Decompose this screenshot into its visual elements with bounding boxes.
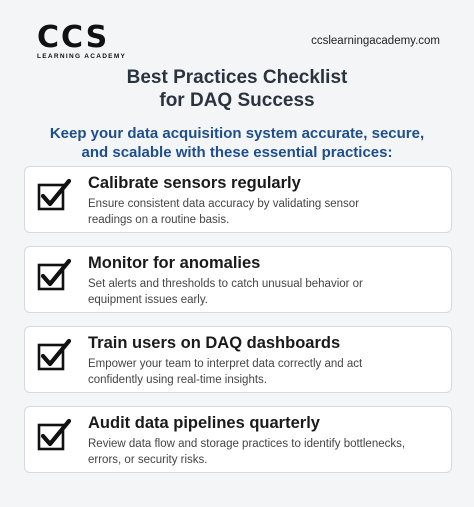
title-line-2: for DAQ Success [159,90,315,111]
checklist-item-description [88,196,448,228]
checklist-item-audit [24,406,452,473]
header [0,0,474,62]
checklist-item-train [24,326,452,393]
checklist-item-calibrate [24,166,452,233]
description-line-2: readings on a routine basis. [88,214,230,226]
description-line-1: Review data flow and storage practices to identify bottlenecks, [88,438,406,450]
description-line-1: Set alerts and thresholds to catch unusual behavior or [88,278,363,290]
checkbox-checked-icon [37,179,71,213]
checkbox-checked-icon [37,259,71,293]
description-line-2: errors, or security risks. [88,454,208,466]
website-url: ccslearningacademy.com [311,35,440,47]
description-line-1: Ensure consistent data accuracy by validating sensor [88,198,360,210]
checklist-item-description [88,276,448,308]
logo-subtext: LEARNING ACADEMY [37,53,127,60]
description-line-2: confidently using real-time insights. [88,374,267,386]
ccs-logo [37,20,127,60]
checklist-item-monitor [24,246,452,313]
checklist-item-title: Audit data pipelines quarterly [88,414,320,432]
description-line-2: equipment issues early. [88,294,208,306]
checkbox-checked-icon [37,339,71,373]
checklist-item-title: Train users on DAQ dashboards [88,334,341,352]
description-line-1: Empower your team to interpret data correctly and act [88,358,363,370]
checklist-item-title: Monitor for anomalies [88,254,261,272]
checklist-item-description [88,356,448,388]
title-line-1: Best Practices Checklist [126,67,348,88]
logo-mark: CCS [37,20,110,55]
page-subtitle [0,124,474,162]
subtitle-line-2: and scalable with these essential practices: [81,144,393,161]
checklist-item-description [88,436,448,468]
checklist-item-title: Calibrate sensors regularly [88,174,301,192]
subtitle-line-1: Keep your data acquisition system accurate, secure, [49,125,425,142]
page-title [0,66,474,112]
checkbox-checked-icon [37,419,71,453]
